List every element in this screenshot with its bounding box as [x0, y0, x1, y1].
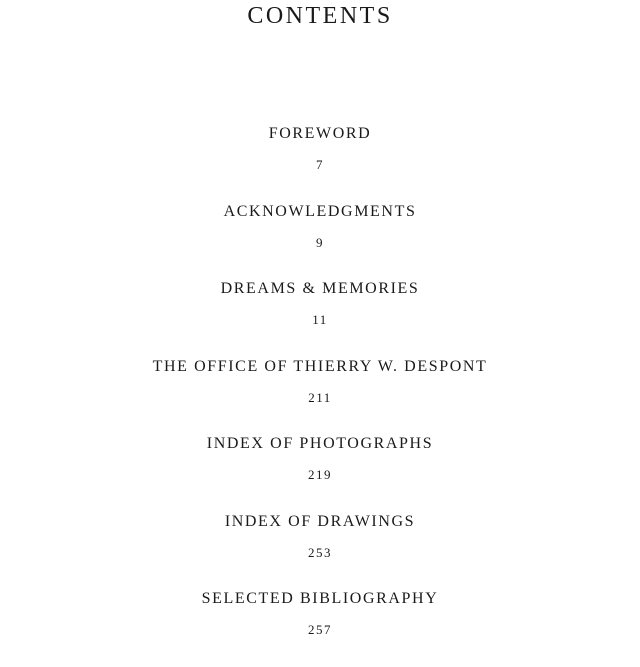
entry-title: INDEX OF PHOTOGRAPHS [206, 435, 434, 452]
page-title: CONTENTS [247, 3, 393, 29]
toc-entry-foreword [0, 124, 640, 202]
entry-title: DREAMS & MEMORIES [220, 280, 420, 297]
toc-entry-acknowledgments [0, 202, 640, 280]
entry-title: SELECTED BIBLIOGRAPHY [201, 590, 439, 607]
entry-page-number: 7 [316, 157, 324, 172]
toc-entry-dreams-memories [0, 279, 640, 357]
toc-entry-index-drawings [0, 512, 640, 590]
entry-page-number: 219 [308, 467, 332, 482]
toc-entry-office [0, 357, 640, 435]
toc-entry-bibliography [0, 589, 640, 667]
entry-title: INDEX OF DRAWINGS [224, 512, 416, 530]
entry-page-number: 11 [312, 312, 328, 327]
entry-page-number: 9 [316, 234, 324, 250]
entry-title: THE OFFICE OF THIERRY W. DESPONT [152, 357, 488, 375]
entry-page-number: 253 [308, 544, 332, 560]
entry-page-number: 257 [308, 622, 332, 637]
table-of-contents [0, 124, 640, 667]
entry-title: ACKNOWLEDGMENTS [223, 202, 417, 220]
entry-page-number: 211 [308, 389, 332, 405]
toc-entry-index-photographs [0, 434, 640, 512]
entry-title: FOREWORD [268, 125, 372, 142]
